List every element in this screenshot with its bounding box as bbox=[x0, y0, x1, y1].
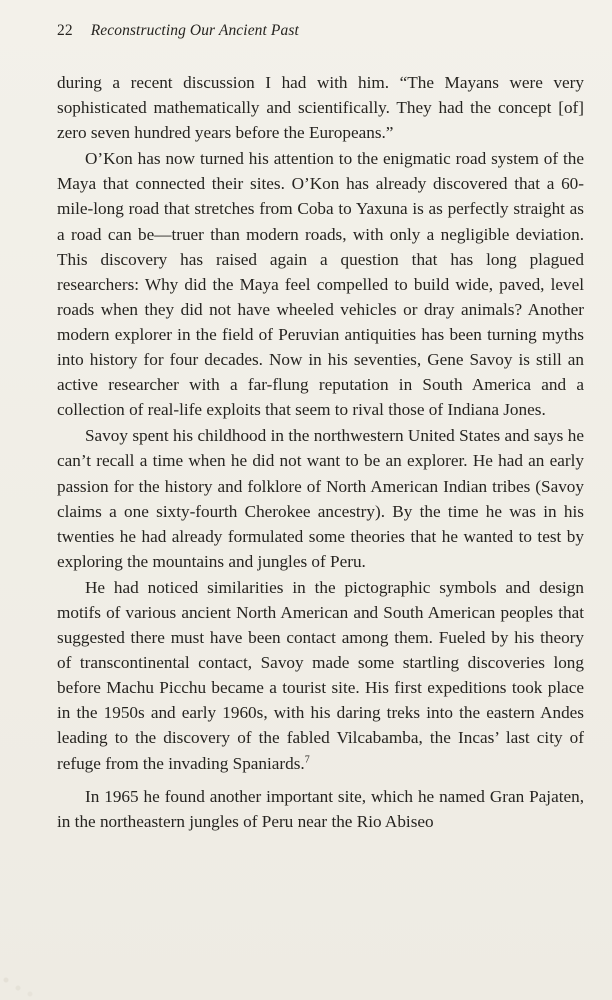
paragraph: Savoy spent his childhood in the northwestern United States and says he can’t recall a time when he did not want to be an explorer. He had an early passion for the history and folklore of North American Indian tribes (Savoy claims a one sixty-fourth Cherokee ancestry). By the time he was in his twenties he had already formulated some theories that he wanted to test by exploring the mountains and jungles of Peru. bbox=[57, 426, 584, 571]
paragraph bbox=[57, 575, 584, 776]
body-text bbox=[57, 70, 584, 834]
page-number: 22 bbox=[57, 22, 73, 39]
footnote-marker: 7 bbox=[304, 753, 310, 765]
paragraph: In 1965 he found another important site, which he named Gran Pajaten, in the northeastern jungles of Peru near the Rio Abiseo bbox=[57, 786, 584, 831]
paragraph: during a recent discussion I had with him. “The Mayans were very sophisticated mathematically and scientifically. They had the concept [of] zero seven hundred years before the Europeans.” bbox=[57, 73, 584, 143]
running-title: Reconstructing Our Ancient Past bbox=[90, 22, 299, 39]
paper-speckle bbox=[0, 972, 40, 1000]
paragraph: O’Kon has now turned his attention to the enigmatic road system of the Maya that connected their sites. O’Kon has already discovered that a 60-mile-long road that stretches from Coba to Yaxuna is as perfectly straight as a road can be—truer than modern roads, with only a negligible deviation. This discovery has raised again a question that has long plagued researchers: Why did the Maya feel compelled to build wide, paved, level roads when they did not have wheeled vehicles or dray animals? Another modern explorer in the field of Peruvian antiquities has been turning myths into history for four decades. Now in his seventies, Gene Savoy is still an active researcher with a far-flung reputation in South America and a collection of real-life exploits that seem to rival those of Indiana Jones. bbox=[57, 149, 584, 420]
running-head bbox=[57, 22, 299, 40]
paragraph-text: He had noticed similarities in the pictographic symbols and design motifs of various ancient North American and South American peoples that suggested there must have been contact among them. Fueled by his theory of transcontinental contact, Savoy made some startling discoveries long before Machu Picchu became a tourist site. His first expeditions took place in the 1950s and early 1960s, with his daring treks into the eastern Andes leading to the discovery of the fabled Vilcabamba, the Incas’ last city of refuge from the invading Spaniards. bbox=[57, 577, 584, 773]
